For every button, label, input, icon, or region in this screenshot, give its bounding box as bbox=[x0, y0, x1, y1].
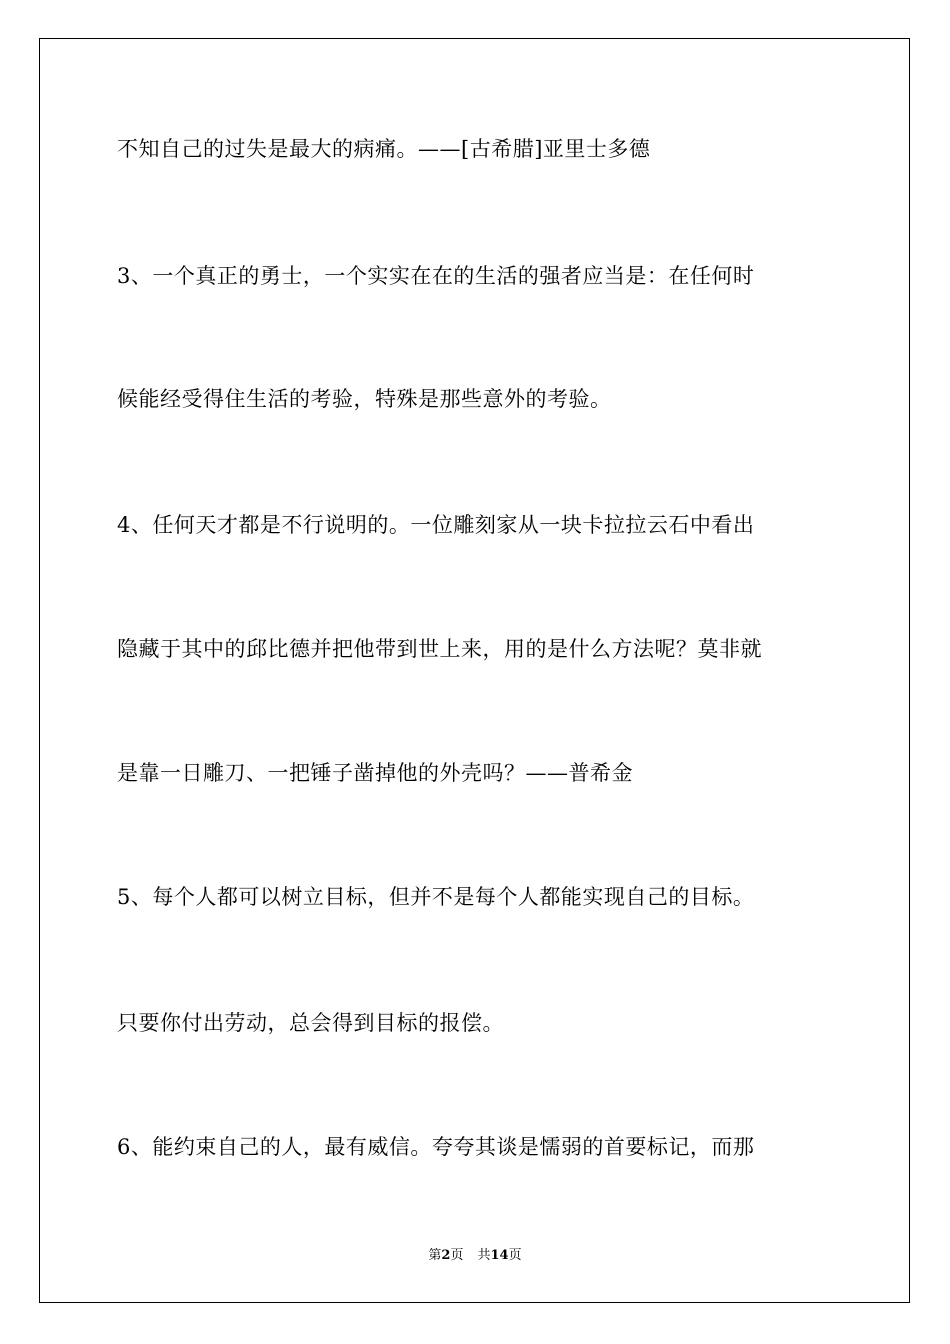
total-pages: 14 bbox=[490, 1248, 509, 1263]
text-line-1: 不知自己的过失是最大的病痛。——[古希腊]亚里士多德 bbox=[117, 137, 651, 161]
text-line-8: 只要你付出劳动，总会得到目标的报偿。 bbox=[117, 1011, 504, 1035]
text-line-4: 4、任何天才都是不行说明的。一位雕刻家从一块卡拉拉云石中看出 bbox=[117, 513, 755, 537]
page-border bbox=[39, 38, 910, 1303]
page-number: 2 bbox=[441, 1248, 451, 1263]
text-line-7: 5、每个人都可以树立目标，但并不是每个人都能实现自己的目标。 bbox=[117, 885, 755, 909]
text-line-6: 是靠一日雕刀、一把锤子凿掉他的外壳吗？——普希金 bbox=[117, 761, 633, 785]
text-line-2: 3、一个真正的勇士，一个实实在在的生活的强者应当是：在任何时 bbox=[117, 264, 755, 288]
page-prefix: 第 bbox=[428, 1248, 442, 1263]
text-line-3: 候能经受得住生活的考验，特殊是那些意外的考验。 bbox=[117, 387, 612, 411]
total-prefix: 共 bbox=[477, 1248, 491, 1263]
total-suffix: 页 bbox=[508, 1248, 522, 1263]
text-line-9: 6、能约束自己的人，最有威信。夸夸其谈是懦弱的首要标记，而那 bbox=[117, 1135, 755, 1159]
text-line-5: 隐藏于其中的邱比德并把他带到世上来，用的是什么方法呢？莫非就 bbox=[117, 637, 762, 661]
page-footer bbox=[0, 1247, 950, 1265]
page-suffix: 页 bbox=[450, 1248, 464, 1263]
